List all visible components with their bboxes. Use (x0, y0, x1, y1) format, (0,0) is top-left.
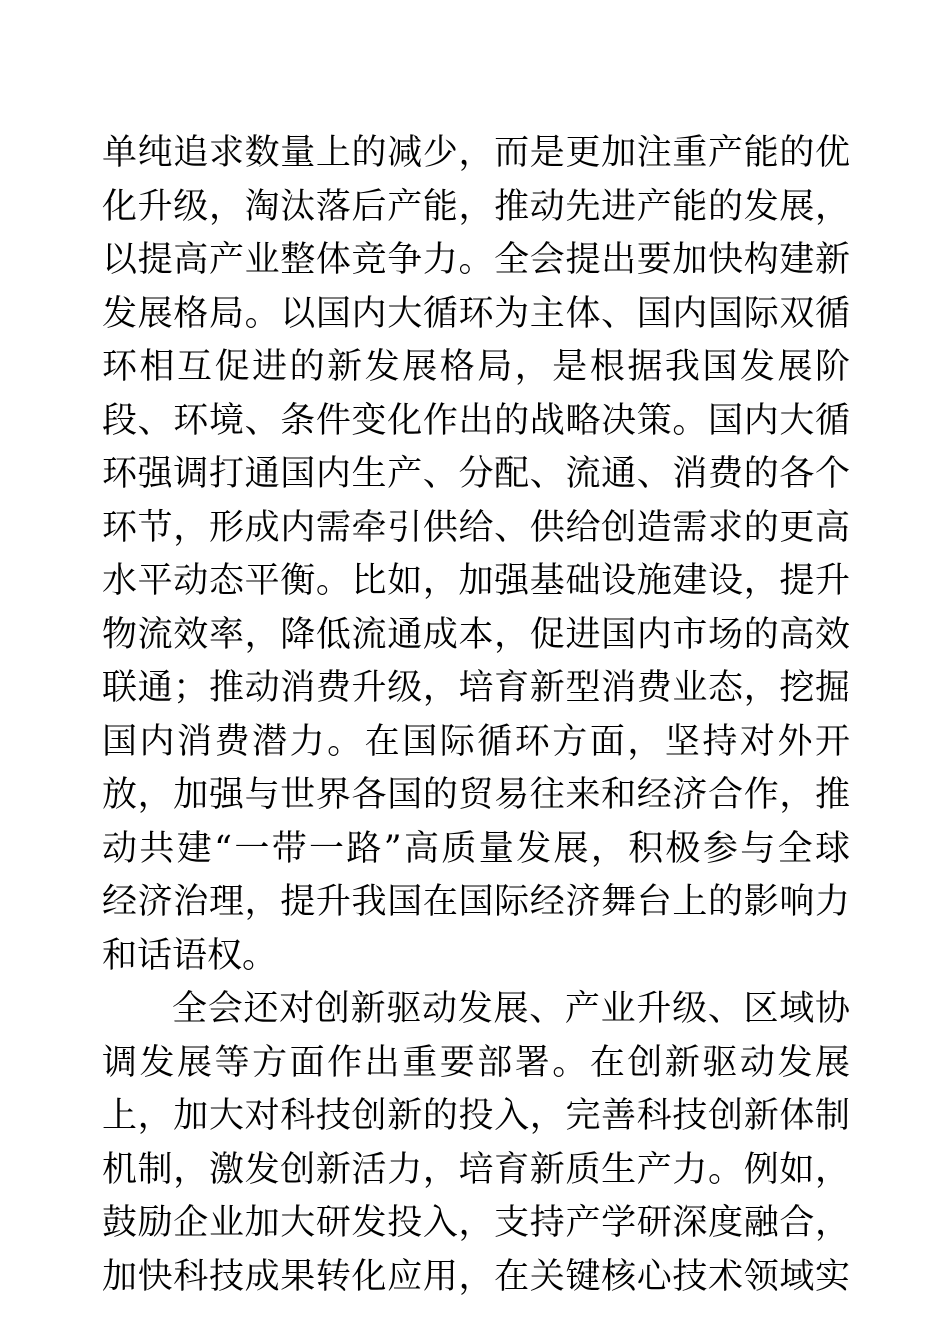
text-line: 发展格局。以国内大循环为主体、国内国际双循 (102, 293, 850, 334)
text-line: 环相互促进的新发展格局，是根据我国发展阶 (102, 347, 850, 387)
document-page (102, 127, 850, 1304)
text-line: 段、环境、条件变化作出的战略决策。国内大循 (102, 400, 850, 441)
text-line: 机制，激发创新活力，培育新质生产力。例如， (102, 1149, 850, 1190)
text-line: 国内消费潜力。在国际循环方面，坚持对外开 (102, 721, 850, 762)
text-line: 全会还对创新驱动发展、产业升级、区域协 (172, 989, 850, 1029)
text-line: 联通；推动消费升级，培育新型消费业态，挖掘 (102, 668, 850, 708)
text-line: 加快科技成果转化应用，在关键核心技术领域实 (102, 1256, 850, 1297)
text-line: 动共建“一带一路”高质量发展，积极参与全球 (102, 828, 850, 869)
text-line: 以提高产业整体竞争力。全会提出要加快构建新 (102, 240, 850, 280)
text-line: 水平动态平衡。比如，加强基础设施建设，提升 (102, 561, 850, 601)
text-line: 单纯追求数量上的减少，而是更加注重产能的优 (102, 133, 850, 173)
text-line: 物流效率，降低流通成本，促进国内市场的高效 (102, 614, 850, 655)
text-line: 放，加强与世界各国的贸易往来和经济合作，推 (102, 775, 850, 815)
text-line: 鼓励企业加大研发投入，支持产学研深度融合， (102, 1203, 850, 1243)
paragraph-1 (102, 127, 850, 983)
text-line: 和话语权。 (102, 935, 278, 976)
text-line: 上，加大对科技创新的投入，完善科技创新体制 (102, 1096, 850, 1136)
text-line: 环强调打通国内生产、分配、流通、消费的各个 (102, 454, 850, 494)
text-line: 化升级，淘汰落后产能，推动先进产能的发展， (102, 186, 850, 227)
text-line: 环节，形成内需牵引供给、供给创造需求的更高 (102, 507, 850, 548)
paragraph-2 (102, 983, 850, 1304)
text-line: 调发展等方面作出重要部署。在创新驱动发展 (102, 1042, 850, 1083)
text-line: 经济治理，提升我国在国际经济舞台上的影响力 (102, 882, 850, 922)
